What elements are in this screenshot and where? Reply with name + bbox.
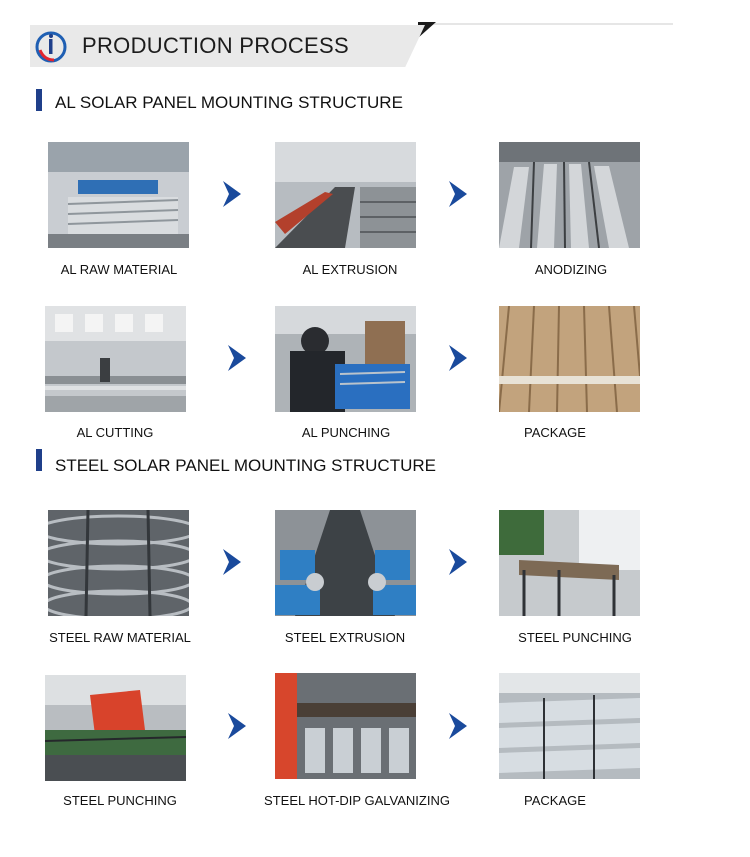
photo-steel-extrusion — [275, 510, 416, 616]
step-caption: AL PUNCHING — [301, 425, 391, 440]
photo-al-punching — [275, 306, 416, 412]
section-title-steel: STEEL SOLAR PANEL MOUNTING STRUCTURE — [55, 456, 436, 475]
chevron-right-icon — [449, 549, 467, 575]
photo-steel-package — [499, 673, 640, 779]
step-caption: STEEL RAW MATERIAL — [49, 630, 191, 645]
photo-al-raw-material — [48, 142, 189, 248]
step-caption: STEEL HOT-DIP GALVANIZING — [264, 793, 450, 808]
chevron-right-icon — [223, 181, 241, 207]
photo-steel-punching-2 — [45, 675, 186, 781]
photo-al-extrusion — [275, 142, 416, 248]
photo-al-cutting — [45, 306, 186, 412]
photo-steel-hot-dip-galvanizing — [275, 673, 416, 779]
step-caption: AL CUTTING — [76, 425, 154, 440]
step-caption: STEEL PUNCHING — [518, 630, 632, 645]
chevron-right-icon — [223, 549, 241, 575]
chevron-right-icon — [228, 345, 246, 371]
step-caption: STEEL EXTRUSION — [284, 630, 406, 645]
step-caption: ANODIZING — [534, 262, 608, 277]
page-title: PRODUCTION PROCESS — [82, 33, 349, 58]
section-title-al: AL SOLAR PANEL MOUNTING STRUCTURE — [55, 93, 403, 112]
photo-anodizing — [499, 142, 640, 248]
chevron-right-icon — [449, 345, 467, 371]
photo-al-package — [499, 306, 640, 412]
chevron-right-icon — [228, 713, 246, 739]
photo-steel-punching — [499, 510, 640, 616]
step-caption: PACKAGE — [524, 425, 586, 440]
section-accent-bar — [36, 89, 42, 111]
step-caption: AL RAW MATERIAL — [60, 262, 178, 277]
chevron-right-icon — [449, 181, 467, 207]
step-caption: STEEL PUNCHING — [63, 793, 177, 808]
step-caption: AL EXTRUSION — [302, 262, 398, 277]
jd-logo-icon — [34, 30, 68, 64]
photo-steel-raw-material — [48, 510, 189, 616]
chevron-right-icon — [449, 713, 467, 739]
step-caption: PACKAGE — [524, 793, 586, 808]
header-divider-line — [430, 23, 673, 25]
section-accent-bar — [36, 449, 42, 471]
